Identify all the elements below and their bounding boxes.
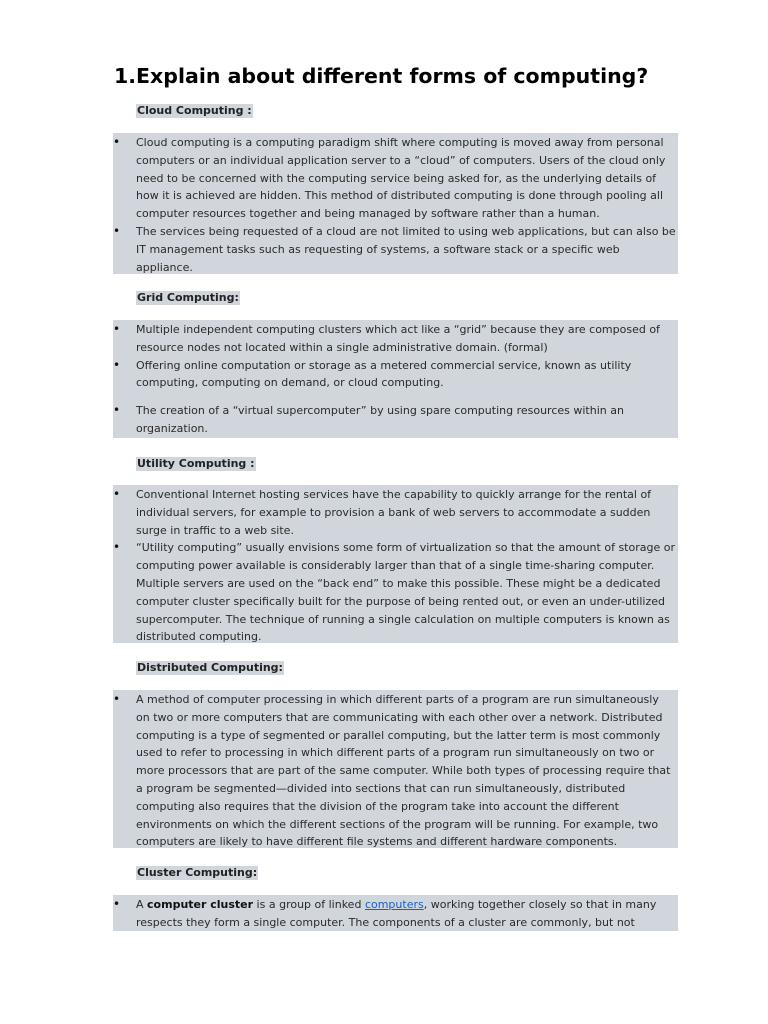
list-item: • “Utility computing” usually envisions some form of virtualization so that the amount of storage or computing power available is considerably larger than that of a single time-sharing computer. Multiple servers are used on the “back end” to make this possible. These might be a dedicated computer cluster specifically built for the purpose of being rented out, or even an under-utilized supercomputer. The technique of running a single calculation on multiple computers is known as distributed computing.: [113, 539, 678, 646]
bullet-list: [113, 320, 678, 438]
section-block-grid-computing: [113, 320, 678, 438]
section-heading-grid-computing: Grid Computing:: [137, 291, 239, 304]
section-block-utility-computing: [113, 485, 678, 643]
section-block-cluster-computing: [113, 895, 678, 931]
list-item: • Offering online computation or storage as a metered commercial service, known as utility computing, computing on demand, or cloud computing.: [113, 357, 678, 393]
section-heading-cloud-computing: Cloud Computing :: [137, 104, 252, 117]
page-title: 1.Explain about different forms of computing?: [114, 64, 649, 88]
bullet-list: [113, 133, 678, 276]
section-heading-cluster-computing: Cluster Computing:: [137, 866, 258, 879]
text-run: A: [136, 898, 148, 911]
list-item: [113, 896, 678, 932]
bullet-list: [113, 485, 678, 646]
text-run: is a group of linked: [253, 898, 365, 911]
bullet-list: [113, 895, 678, 932]
section-heading-distributed-computing: Distributed Computing:: [137, 661, 283, 674]
computers-link[interactable]: computers: [364, 898, 424, 911]
section-heading-utility-computing: Utility Computing :: [137, 457, 255, 470]
list-item: • Multiple independent computing clusters which act like a “grid” because they are composed of resource nodes not located within a single administrative domain. (formal): [113, 321, 678, 357]
list-item: • The services being requested of a cloud are not limited to using web applications, but can also be IT management tasks such as requesting of systems, a software stack or a specific web appliance.: [113, 223, 678, 276]
bold-term: computer cluster: [147, 898, 254, 911]
list-item: • Conventional Internet hosting services have the capability to quickly arrange for the rental of individual servers, for example to provision a bank of web servers to accommodate a sudden surge in traffic to a web site.: [113, 486, 678, 539]
list-item: • The creation of a “virtual supercomputer” by using spare computing resources within an organization.: [113, 402, 678, 438]
text-run: , working together closely so that in many respects they form a single computer. The components of a cluster are commonly, but not: [136, 898, 657, 929]
section-block-distributed-computing: [113, 690, 678, 848]
list-item: • Cloud computing is a computing paradigm shift where computing is moved away from personal computers or an individual application server to a “cloud” of computers. Users of the cloud only need to be concerned with the computing service being asked for, as the underlying details of how it is achieved are hidden. This method of distributed computing is done through pooling all computer resources together and being managed by software rather than a human.: [113, 134, 678, 223]
section-block-cloud-computing: [113, 133, 678, 274]
list-item: • A method of computer processing in which different parts of a program are run simultaneously on two or more computers that are communicating with each other over a network. Distributed computing is a type of segmented or parallel computing, but the latter term is most commonly used to refer to processing in which different parts of a program run simultaneously on two or more processors that are part of the same computer. While both types of processing require that a program be segmented—divided into sections that can run simultaneously, distributed computing also requires that the division of the program take into account the different environments on which the different sections of the program will be running. For example, two computers are likely to have different file systems and different hardware components.: [113, 691, 678, 851]
bullet-list: [113, 690, 678, 851]
